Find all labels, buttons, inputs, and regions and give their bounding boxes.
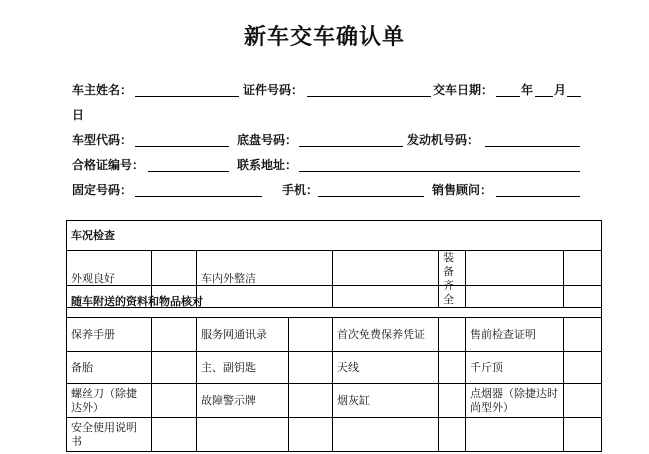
chassis-number-field[interactable] (299, 146, 403, 147)
table-row (67, 352, 602, 384)
empty-cell (197, 418, 289, 452)
table-row (67, 221, 602, 251)
check-cell[interactable] (289, 352, 333, 384)
item-label: 烟灰缸 (333, 384, 439, 418)
contact-address-label: 联系地址： (237, 158, 298, 172)
model-code-field[interactable] (135, 146, 229, 147)
form-title: 新车交车确认单 (243, 24, 405, 50)
day-label: 日 (72, 108, 85, 122)
table-row (67, 418, 602, 452)
table-row (67, 384, 602, 418)
certificate-number-label: 合格证编号： (72, 158, 145, 172)
check-cell[interactable] (564, 352, 602, 384)
item-label: 螺丝刀（除捷达外） (67, 384, 152, 418)
delivery-date-label: 交车日期： (433, 83, 494, 97)
delivery-day-field[interactable] (567, 96, 581, 97)
item-label: 装备齐全 (439, 251, 466, 308)
year-label: 年 (521, 83, 534, 97)
id-number-field[interactable] (307, 96, 431, 97)
item-label: 备胎 (67, 352, 152, 384)
item-label: 天线 (333, 352, 439, 384)
check-cell[interactable] (152, 384, 197, 418)
section-header-condition: 车况检查 (67, 221, 602, 251)
fixed-phone-label: 固定号码： (72, 183, 133, 197)
engine-number-field[interactable] (485, 146, 580, 147)
check-cell[interactable] (564, 418, 602, 452)
item-label: 点烟器（除捷达时尚型外） (466, 384, 564, 418)
fixed-phone-field[interactable] (135, 196, 262, 197)
check-cell[interactable] (289, 384, 333, 418)
mobile-field[interactable] (318, 196, 424, 197)
sales-advisor-field[interactable] (496, 196, 580, 197)
item-label: 售前检查证明 (466, 318, 564, 352)
check-cell[interactable] (152, 352, 197, 384)
owner-name-label: 车主姓名： (72, 83, 133, 97)
engine-number-label: 发动机号码： (407, 133, 480, 147)
check-cell[interactable] (439, 418, 466, 452)
check-cell[interactable] (152, 418, 197, 452)
section-header-documents: 随车附送的资料和物品核对 (67, 286, 602, 318)
item-label: 外观良好 (67, 251, 152, 308)
check-cell[interactable] (439, 384, 466, 418)
table-row (67, 318, 602, 352)
delivery-month-field[interactable] (535, 96, 553, 97)
empty-cell (333, 418, 439, 452)
chassis-number-label: 底盘号码： (237, 133, 298, 147)
check-cell[interactable] (564, 318, 602, 352)
empty-cell (466, 418, 564, 452)
check-cell[interactable] (289, 318, 333, 352)
delivery-year-field[interactable] (496, 96, 520, 97)
owner-name-field[interactable] (135, 96, 239, 97)
model-code-label: 车型代码： (72, 133, 133, 147)
item-label: 安全使用说明书 (67, 418, 152, 452)
item-label: 故障警示牌 (197, 384, 289, 418)
month-label: 月 (554, 83, 567, 97)
check-cell[interactable] (152, 318, 197, 352)
table-row (67, 286, 602, 318)
item-label: 服务网通讯录 (197, 318, 289, 352)
sales-advisor-label: 销售顾问： (432, 183, 493, 197)
item-label: 首次免费保养凭证 (333, 318, 439, 352)
checklist-table-documents (66, 285, 602, 452)
check-cell[interactable] (439, 352, 466, 384)
contact-address-field[interactable] (299, 171, 580, 172)
check-cell[interactable] (564, 384, 602, 418)
check-cell[interactable] (289, 418, 333, 452)
item-label: 车内外整洁 (197, 251, 333, 308)
check-cell[interactable] (439, 318, 466, 352)
item-label: 千斤顶 (466, 352, 564, 384)
item-label: 保养手册 (67, 318, 152, 352)
mobile-label: 手机： (282, 183, 319, 197)
id-number-label: 证件号码： (243, 83, 304, 97)
item-label: 主、副钥匙 (197, 352, 289, 384)
certificate-number-field[interactable] (148, 171, 229, 172)
